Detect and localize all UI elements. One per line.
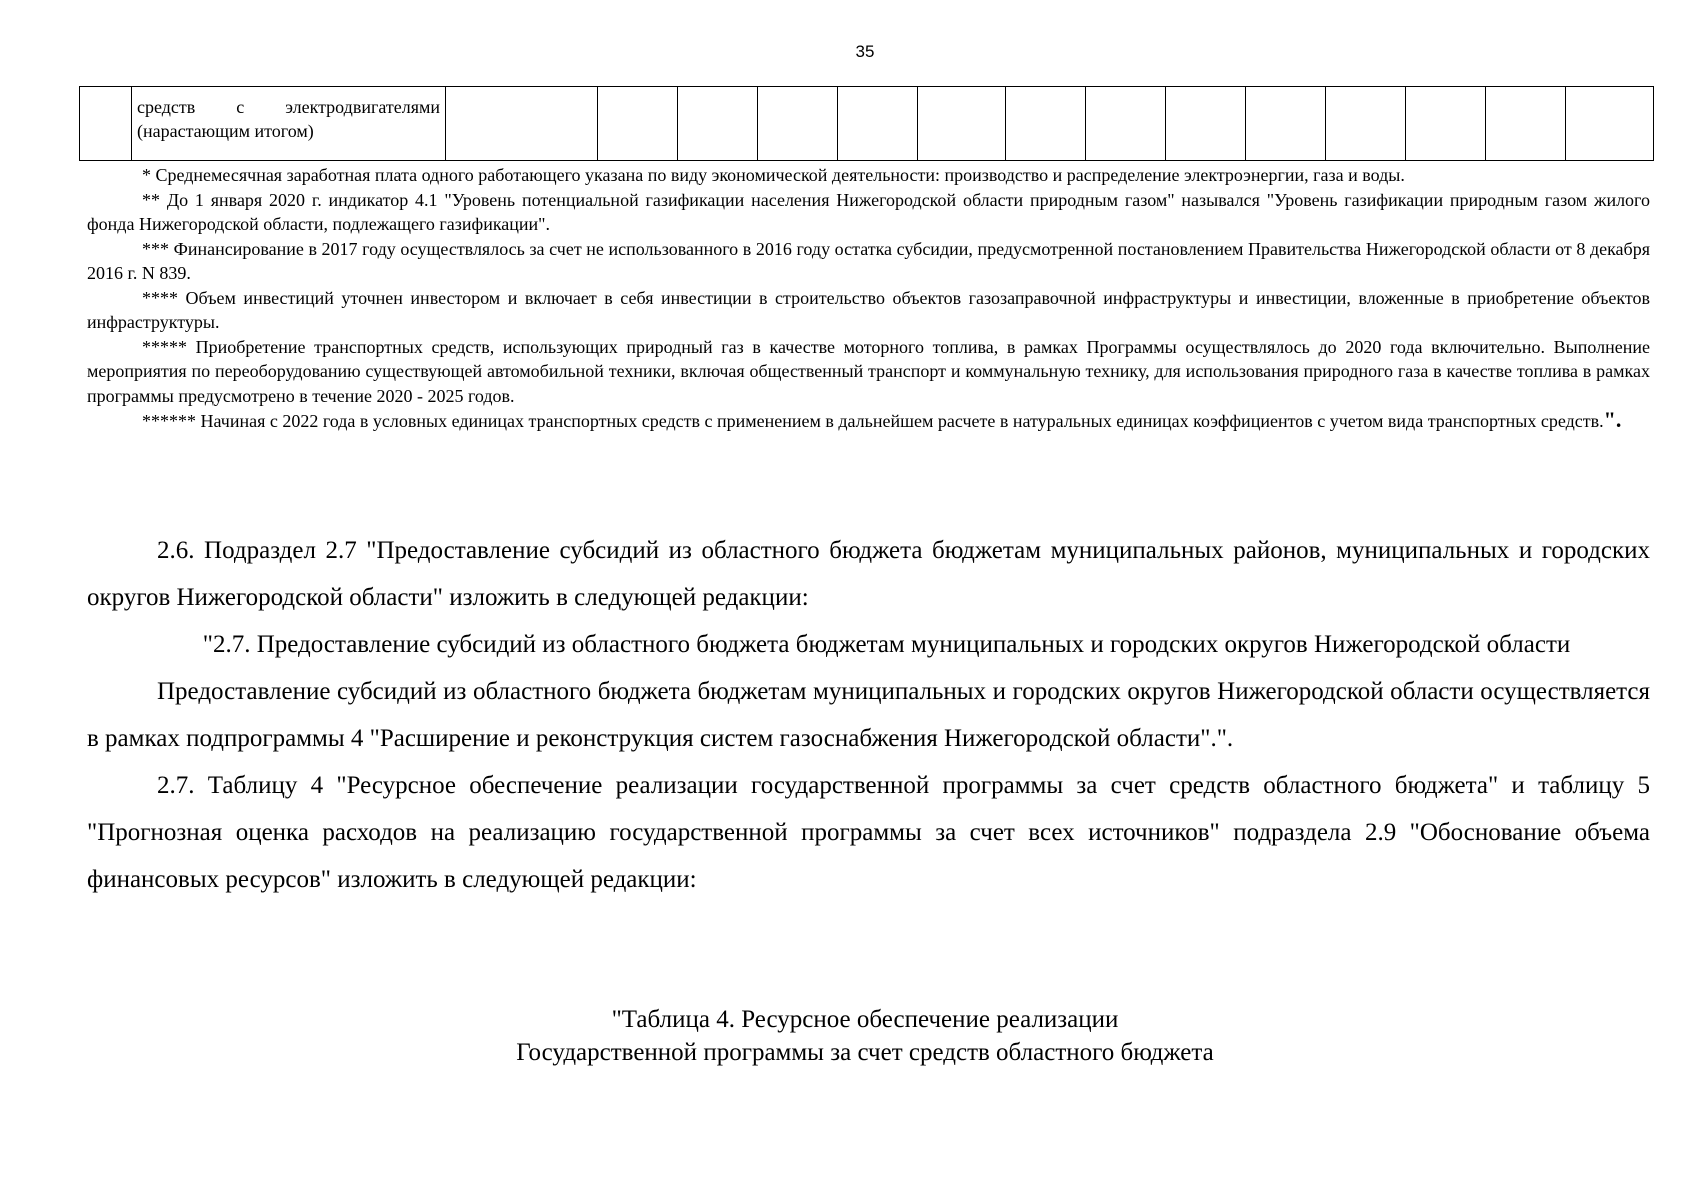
table-title-line: Государственной программы за счет средств областного бюджета <box>516 1039 1214 1066</box>
paragraph-2-7-body: Предоставление субсидий из областного бюджета бюджетам муниципальных и городских округов Нижегородской области осуществляется в рамках подпрограммы 4 "Расширение и реконструкция систем газоснабжения Нижегородской области".". <box>87 678 1650 752</box>
table-cell <box>758 87 838 161</box>
table-cell <box>598 87 678 161</box>
table-cell <box>838 87 918 161</box>
footnote: ***** Приобретение транспортных средств, использующих природный газ в качестве моторного топлива, в рамках Программы осуществлялось до 2020 года включительно. Выполнение мероприятия по переоборудованию существующей автомобильной техники, включая общественный транспорт и коммунальную технику, для использования природного газа в качестве топлива в рамках программы предусмотрено в течение 2020 - 2025 годов. <box>87 336 1650 406</box>
table-title-line: "Таблица 4. Ресурсное обеспечение реализации <box>611 1006 1119 1033</box>
table-row <box>80 87 1654 161</box>
table-cell <box>1086 87 1166 161</box>
footnote-last <box>87 408 1650 434</box>
cell-text-line: (нарастающим итогом) <box>137 121 314 141</box>
table-cell <box>1246 87 1326 161</box>
table-fragment <box>79 86 1654 161</box>
table-cell <box>1566 87 1654 161</box>
table-title <box>0 1003 1697 1069</box>
paragraph-2-7-tables: 2.7. Таблицу 4 "Ресурсное обеспечение реализации государственной программы за счет средств областного бюджета" и таблицу 5 "Прогнозная оценка расходов на реализацию государственной программы за счет всех источников" подраздела 2.9 "Обоснование объема финансовых ресурсов" изложить в следующей редакции: <box>87 772 1650 893</box>
page-number: 35 <box>855 42 875 61</box>
footnote: **** Объем инвестиций уточнен инвестором и включает в себя инвестиции в строительство объектов газозаправочной инфраструктуры и инвестиции, вложенные в приобретение объектов инфраструктуры. <box>87 287 1650 332</box>
footnotes <box>87 163 1650 434</box>
table-cell <box>1326 87 1406 161</box>
indicator-name-cell <box>132 87 446 161</box>
footnote-text: ****** Начиная с 2022 года в условных единицах транспортных средств с применением в дальнейшем расчете в натуральных единицах коэффициентов с учетом вида транспортных средств. <box>142 411 1604 431</box>
table-cell <box>1486 87 1566 161</box>
table-cell <box>1006 87 1086 161</box>
footnote-end-mark: ". <box>1603 407 1622 432</box>
footnote: * Среднемесячная заработная плата одного работающего указана по виду экономической деятельности: производство и распределение электроэнергии, газа и воды. <box>142 165 1405 185</box>
table-cell <box>678 87 758 161</box>
cell-text-line: средств с электродвигателями <box>137 97 440 117</box>
footnote: *** Финансирование в 2017 году осуществлялось за счет не использованного в 2016 году остатка субсидии, предусмотренной постановлением Правительства Нижегородской области от 8 декабря 2016 г. N 839. <box>87 238 1650 283</box>
paragraph-2-6: 2.6. Подраздел 2.7 "Предоставление субсидий из областного бюджета бюджетам муниципальных районов, муниципальных и городских округов Нижегородской области" изложить в следующей редакции: <box>87 537 1650 611</box>
table-cell <box>446 87 598 161</box>
table-cell <box>918 87 1006 161</box>
table-cell <box>1406 87 1486 161</box>
table-cell <box>80 87 132 161</box>
footnote: ** До 1 января 2020 г. индикатор 4.1 "Уровень потенциальной газификации населения Нижегородской области природным газом" назывался "Уровень газификации природным газом жилого фонда Нижегородской области, подлежащего газификации". <box>87 189 1650 234</box>
table-cell <box>1166 87 1246 161</box>
main-text <box>87 527 1650 903</box>
section-heading-2-7: "2.7. Предоставление субсидий из областного бюджета бюджетам муниципальных и городских округов Нижегородской области <box>202 631 1571 658</box>
